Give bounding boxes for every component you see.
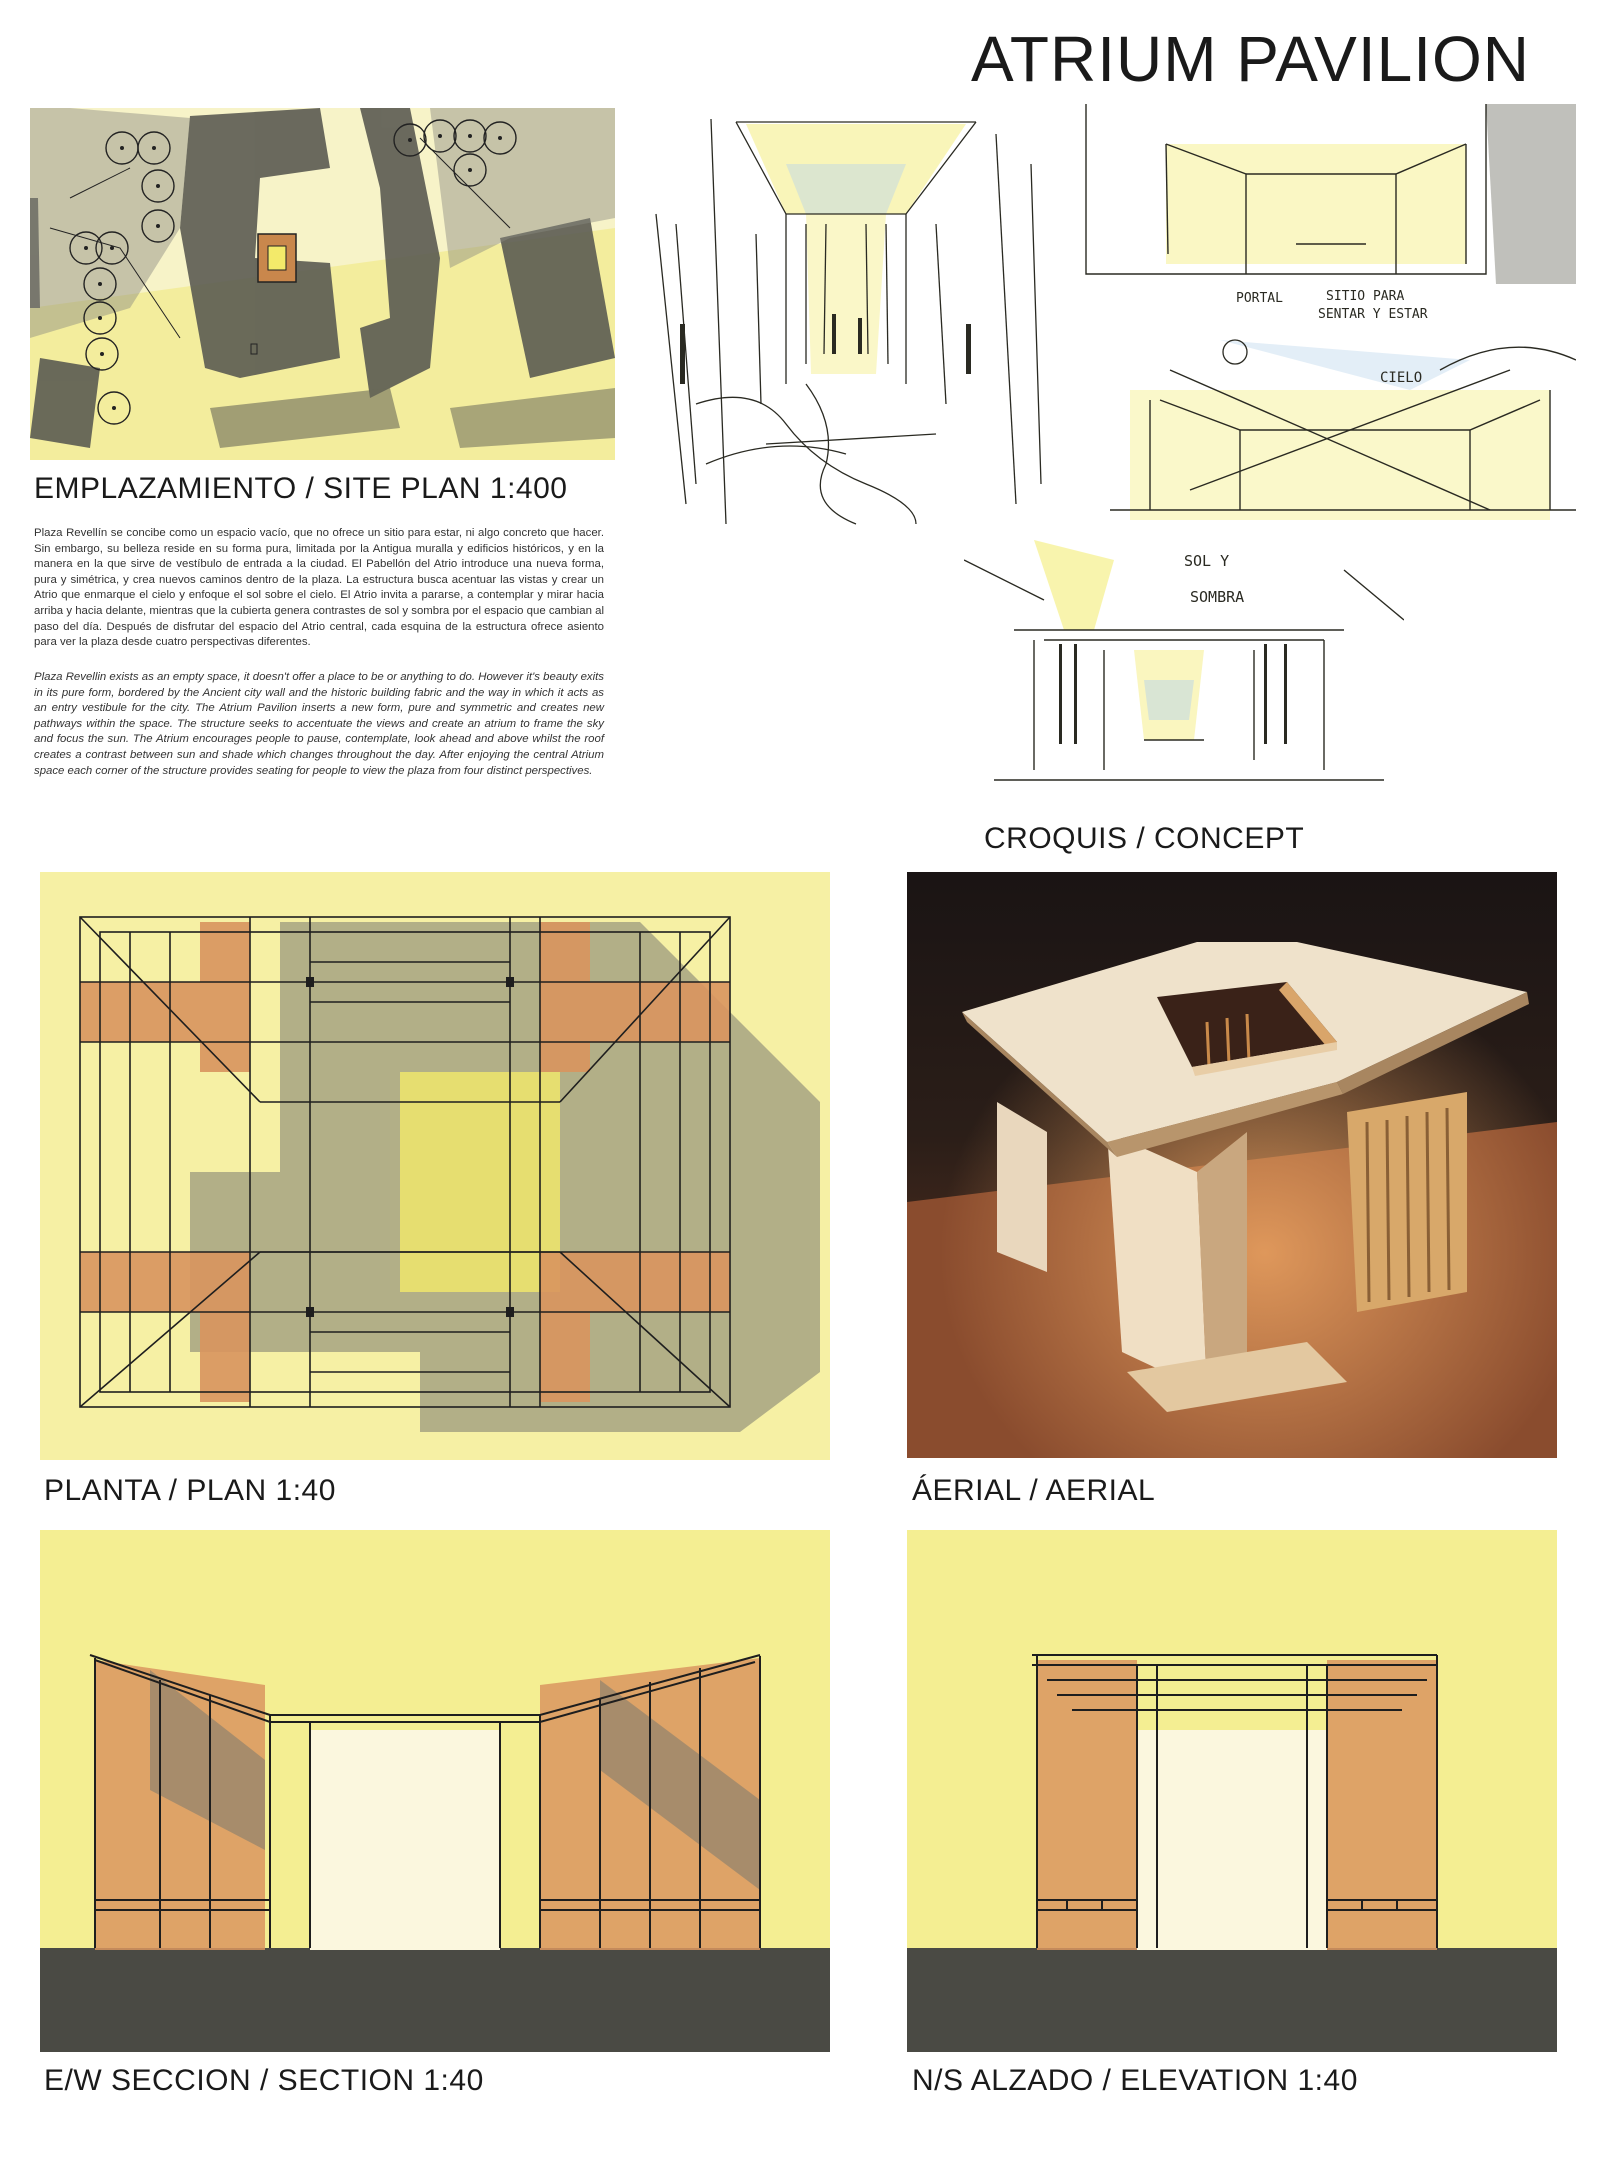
elevation-drawing [907,1530,1557,2052]
concept-sketch-portal [1066,104,1576,330]
elevation-caption: N/S ALZADO / ELEVATION 1:40 [912,2064,1358,2097]
sketch-note-sentar: SENTAR Y ESTAR [1318,307,1428,322]
section-drawing [40,1530,830,2052]
section-caption: E/W SECCION / SECTION 1:40 [44,2064,484,2097]
sketch-note-sol: SOL Y [1184,552,1230,570]
description-english: Plaza Revellin exists as an empty space, it doesn't offer a place to be or anything to do. However it's beauty exits in its pure form, bordered by the Ancient city wall and the historic building fabric and the way in which it acts as an entry vestibule for the city. The Atrium Pavilion inserts a new form, pure and symmetric and creates new pathways within the space. The structure seeks to accentuate the views and create an atrium to frame the sky and focus the sun. The Atrium encourages people to pause, contemplate, look ahead and above whilst the roof creates a contrast between sun and shade which changes throughout the day. After enjoying the central Atrium space each corner of the structure provides seating for people to view the plaza from four distinct perspectives. [34,671,604,777]
sketch-note-sitio: SITIO PARA [1326,289,1405,304]
sketch-note-cielo: CIELO [1380,370,1423,386]
plan-caption: PLANTA / PLAN 1:40 [44,1474,336,1507]
sketch-note-portal: PORTAL [1236,291,1283,306]
site-plan-drawing [30,108,615,460]
concept-sketch-perspective [636,104,1056,534]
concept-sketch-sky [1110,330,1576,540]
aerial-caption: ÁERIAL / AERIAL [912,1474,1156,1507]
sketch-note-sombra: SOMBRA [1190,588,1245,606]
floor-plan-drawing [40,872,830,1460]
concept-sketch-sun-shade [964,540,1404,792]
page-title: ATRIUM PAVILION [970,23,1530,95]
concept-caption: CROQUIS / CONCEPT [984,822,1305,855]
description-spanish: Plaza Revellín se concibe como un espacio vacío, que no ofrece un sitio para estar, ni algo concreto que hacer. Sin embargo, su belleza reside en su forma pura, limitada por la Antigua muralla y edificios históricos, y en la manera en la que sirve de vestíbulo de entrada a la ciudad. El Pabellón del Atrio introduce una nueva forma, pura y simétrica, y crea nuevos caminos dentro de la plaza. La estructura busca acentuar las vistas y crear un Atrio que enmarque el cielo y enfoque el sol sobre el cielo. El Atrio invita a pararse, a contemplar y mirar hacia arriba y hacia delante, mientras que la cubierta genera contrastes de sol y sombra por el espacio que cambian al paso del día. Después de disfrutar del espacio del Atrio central, cada esquina de la estructura ofrece asiento para ver la plaza desde cuatro perspectivas diferentes. [34,527,604,649]
site-plan-caption: EMPLAZAMIENTO / SITE PLAN 1:400 [34,472,568,505]
aerial-model-photo [907,872,1557,1458]
